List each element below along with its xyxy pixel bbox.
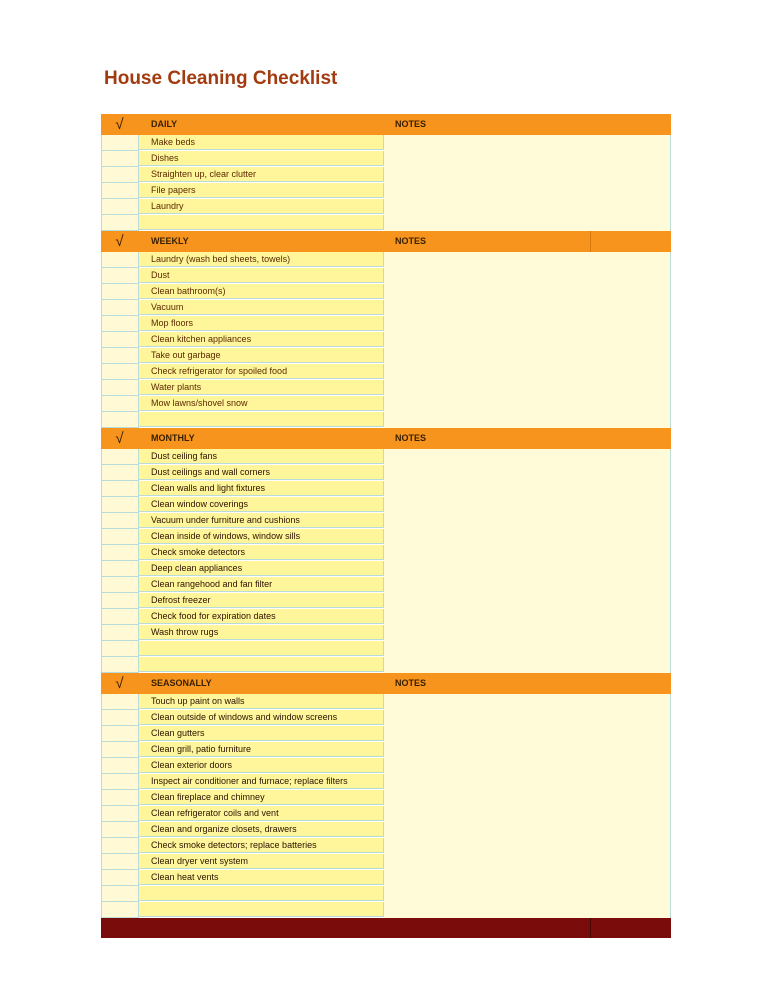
notes-area[interactable]: [384, 694, 671, 918]
task-row: [101, 316, 384, 332]
section-title: DAILY: [151, 119, 178, 129]
task-label[interactable]: Clean bathroom(s): [139, 284, 384, 299]
task-checkbox[interactable]: [101, 806, 139, 822]
task-row: [101, 183, 384, 199]
checkmark-icon: √: [115, 430, 124, 447]
task-checkbox[interactable]: [101, 726, 139, 742]
task-label[interactable]: Clean inside of windows, window sills: [139, 529, 384, 544]
task-label[interactable]: Dust ceilings and wall corners: [139, 465, 384, 480]
task-checkbox[interactable]: [101, 215, 139, 231]
checkmark-icon: √: [115, 233, 124, 250]
section-weekly: [101, 231, 671, 428]
task-label[interactable]: Clean heat vents: [139, 870, 384, 885]
task-label[interactable]: Take out garbage: [139, 348, 384, 363]
task-checkbox[interactable]: [101, 380, 139, 396]
task-row: [101, 300, 384, 316]
task-row: [101, 838, 384, 854]
task-label[interactable]: Straighten up, clear clutter: [139, 167, 384, 182]
task-label[interactable]: Touch up paint on walls: [139, 694, 384, 709]
task-label[interactable]: Check smoke detectors; replace batteries: [139, 838, 384, 853]
task-row: [101, 135, 384, 151]
task-label[interactable]: Clean kitchen appliances: [139, 332, 384, 347]
task-row: [101, 593, 384, 609]
task-label[interactable]: Wash throw rugs: [139, 625, 384, 640]
task-row: [101, 625, 384, 641]
task-row: [101, 396, 384, 412]
task-checkbox[interactable]: [101, 284, 139, 300]
task-checkbox[interactable]: [101, 135, 139, 151]
task-label[interactable]: Water plants: [139, 380, 384, 395]
task-label[interactable]: Check smoke detectors: [139, 545, 384, 560]
task-checkbox[interactable]: [101, 886, 139, 902]
task-checkbox[interactable]: [101, 657, 139, 673]
task-checkbox[interactable]: [101, 577, 139, 593]
task-label[interactable]: Clean outside of windows and window screens: [139, 710, 384, 725]
task-checkbox[interactable]: [101, 561, 139, 577]
task-row: [101, 641, 384, 657]
task-label[interactable]: Check food for expiration dates: [139, 609, 384, 624]
checkmark-icon: √: [115, 675, 124, 692]
notes-header: NOTES: [395, 678, 427, 688]
task-label[interactable]: Mow lawns/shovel snow: [139, 396, 384, 411]
checkmark-icon: √: [115, 116, 124, 133]
task-checkbox[interactable]: [101, 593, 139, 609]
task-checkbox[interactable]: [101, 545, 139, 561]
task-row: [101, 758, 384, 774]
task-checkbox[interactable]: [101, 396, 139, 412]
task-label[interactable]: Mop floors: [139, 316, 384, 331]
task-checkbox[interactable]: [101, 758, 139, 774]
task-checkbox[interactable]: [101, 870, 139, 886]
task-checkbox[interactable]: [101, 364, 139, 380]
task-row: [101, 854, 384, 870]
task-checkbox[interactable]: [101, 465, 139, 481]
task-row: [101, 726, 384, 742]
task-row: [101, 870, 384, 886]
task-row: [101, 268, 384, 284]
task-label[interactable]: Clean exterior doors: [139, 758, 384, 773]
task-row: [101, 215, 384, 231]
task-label[interactable]: Clean gutters: [139, 726, 384, 741]
task-checkbox[interactable]: [101, 183, 139, 199]
task-row: [101, 822, 384, 838]
task-checkbox[interactable]: [101, 268, 139, 284]
task-label[interactable]: Clean rangehood and fan filter: [139, 577, 384, 592]
task-label[interactable]: Defrost freezer: [139, 593, 384, 608]
section-monthly: [101, 428, 671, 673]
task-label[interactable]: Dust ceiling fans: [139, 449, 384, 464]
notes-area[interactable]: [384, 252, 671, 428]
task-label[interactable]: [139, 412, 384, 427]
task-row: [101, 657, 384, 673]
task-checkbox[interactable]: [101, 790, 139, 806]
section-title: MONTHLY: [151, 433, 195, 443]
task-row: [101, 167, 384, 183]
task-label[interactable]: Deep clean appliances: [139, 561, 384, 576]
task-checkbox[interactable]: [101, 822, 139, 838]
section-title: WEEKLY: [151, 236, 189, 246]
task-checkbox[interactable]: [101, 774, 139, 790]
task-row: [101, 465, 384, 481]
section-header: [101, 114, 671, 135]
task-label[interactable]: [139, 657, 384, 672]
section-daily: [101, 114, 671, 231]
task-row: [101, 513, 384, 529]
task-label[interactable]: [139, 886, 384, 901]
task-row: [101, 449, 384, 465]
task-row: [101, 710, 384, 726]
task-label[interactable]: [139, 902, 384, 917]
task-label[interactable]: Vacuum under furniture and cushions: [139, 513, 384, 528]
notes-header: NOTES: [395, 236, 427, 246]
task-label[interactable]: File papers: [139, 183, 384, 198]
section-header: [101, 231, 671, 252]
task-row: [101, 199, 384, 215]
task-row: [101, 806, 384, 822]
task-label[interactable]: Clean grill, patio furniture: [139, 742, 384, 757]
task-checkbox[interactable]: [101, 167, 139, 183]
task-checkbox[interactable]: [101, 902, 139, 918]
task-label[interactable]: Inspect air conditioner and furnace; replace filters: [139, 774, 384, 789]
task-row: [101, 561, 384, 577]
task-checkbox[interactable]: [101, 710, 139, 726]
section-title: SEASONALLY: [151, 678, 212, 688]
task-row: [101, 774, 384, 790]
notes-header: NOTES: [395, 119, 427, 129]
task-label[interactable]: Laundry (wash bed sheets, towels): [139, 252, 384, 267]
task-checkbox[interactable]: [101, 316, 139, 332]
task-row: [101, 284, 384, 300]
notes-header: NOTES: [395, 433, 427, 443]
task-row: [101, 151, 384, 167]
section-header: [101, 428, 671, 449]
task-checkbox[interactable]: [101, 641, 139, 657]
task-checkbox[interactable]: [101, 854, 139, 870]
task-label[interactable]: Clean dryer vent system: [139, 854, 384, 869]
task-label[interactable]: Clean walls and light fixtures: [139, 481, 384, 496]
task-row: [101, 332, 384, 348]
task-row: [101, 609, 384, 625]
task-label[interactable]: Dishes: [139, 151, 384, 166]
task-label[interactable]: Check refrigerator for spoiled food: [139, 364, 384, 379]
task-checkbox[interactable]: [101, 529, 139, 545]
task-label[interactable]: Clean fireplace and chimney: [139, 790, 384, 805]
task-checkbox[interactable]: [101, 625, 139, 641]
task-row: [101, 694, 384, 710]
task-row: [101, 412, 384, 428]
task-label[interactable]: Dust: [139, 268, 384, 283]
task-row: [101, 742, 384, 758]
task-row: [101, 364, 384, 380]
task-checkbox[interactable]: [101, 694, 139, 710]
task-checkbox[interactable]: [101, 412, 139, 428]
task-label[interactable]: [139, 641, 384, 656]
task-row: [101, 529, 384, 545]
task-label[interactable]: [139, 215, 384, 230]
section-header: [101, 673, 671, 694]
task-checkbox[interactable]: [101, 348, 139, 364]
task-checkbox[interactable]: [101, 449, 139, 465]
task-row: [101, 790, 384, 806]
section-seasonally: [101, 673, 671, 918]
task-checkbox[interactable]: [101, 252, 139, 268]
task-row: [101, 545, 384, 561]
task-label[interactable]: Vacuum: [139, 300, 384, 315]
task-row: [101, 497, 384, 513]
task-row: [101, 886, 384, 902]
task-row: [101, 481, 384, 497]
task-label[interactable]: Clean refrigerator coils and vent: [139, 806, 384, 821]
task-row: [101, 902, 384, 918]
task-checkbox[interactable]: [101, 497, 139, 513]
task-checkbox[interactable]: [101, 151, 139, 167]
task-checkbox[interactable]: [101, 513, 139, 529]
task-checkbox[interactable]: [101, 742, 139, 758]
task-checkbox[interactable]: [101, 300, 139, 316]
task-checkbox[interactable]: [101, 838, 139, 854]
task-row: [101, 380, 384, 396]
task-row: [101, 252, 384, 268]
task-label[interactable]: Laundry: [139, 199, 384, 214]
task-row: [101, 348, 384, 364]
notes-area[interactable]: [384, 135, 671, 231]
task-label[interactable]: Make beds: [139, 135, 384, 150]
task-label[interactable]: Clean window coverings: [139, 497, 384, 512]
footer-bar: [101, 918, 671, 938]
task-checkbox[interactable]: [101, 199, 139, 215]
task-checkbox[interactable]: [101, 481, 139, 497]
task-checkbox[interactable]: [101, 609, 139, 625]
checklist-table: [101, 114, 671, 938]
task-row: [101, 577, 384, 593]
page-title: House Cleaning Checklist: [104, 68, 338, 89]
task-label[interactable]: Clean and organize closets, drawers: [139, 822, 384, 837]
notes-area[interactable]: [384, 449, 671, 673]
task-checkbox[interactable]: [101, 332, 139, 348]
